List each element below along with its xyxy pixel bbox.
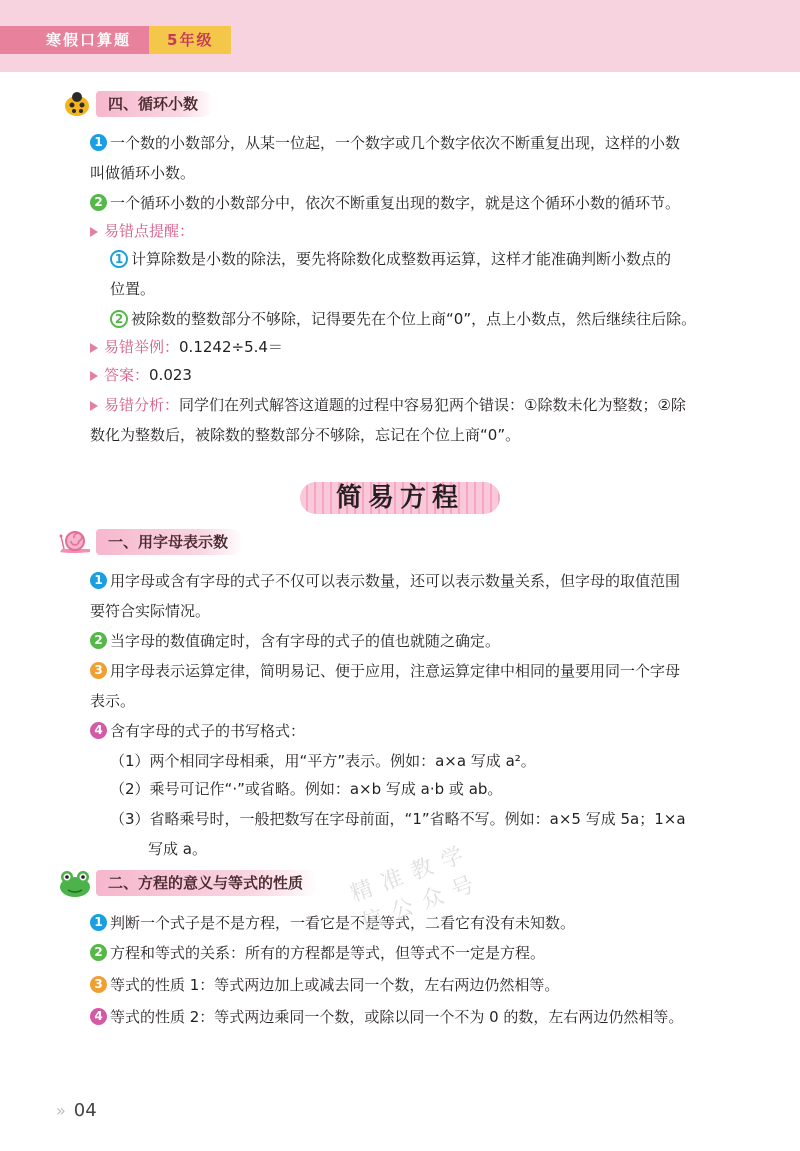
number-badge-2: 2 xyxy=(90,944,107,961)
s2-item-3: 3 用字母表示运算定律，简明易记、便于应用，注意运算定律中相同的量要用同一个字母 表示。 xyxy=(90,662,681,710)
number-badge-4: 4 xyxy=(90,722,107,739)
s3-item-4: 4 等式的性质 2：等式两边乘同一个数，或除以同一个不为 0 的数，左右两边仍然相等。 xyxy=(90,1002,780,1032)
s2-item-4: 4 含有字母的式子的书写格式： xyxy=(90,716,770,746)
tip-item-2: 2 被除数的整数部分不够除，记得要先在个位上商“0”，点上小数点，然后继续往后除。 xyxy=(110,304,770,334)
number-badge-4: 4 xyxy=(90,1008,107,1025)
number-badge-2: 2 xyxy=(110,310,128,328)
example-row: 易错举例：0.1242÷5.4＝ xyxy=(90,332,283,362)
rule-2: （2）乘号可记作“·”或省略。例如：a×b 写成 a·b 或 ab。 xyxy=(110,780,503,798)
double-chevron-icon: » xyxy=(56,1101,66,1120)
s3-item-1: 1 判断一个式子是不是方程，一看它是不是等式，二看它有没有未知数。 xyxy=(90,908,770,938)
bullet-icon xyxy=(90,371,98,381)
section-title: 二、方程的意义与等式的性质 xyxy=(96,870,319,896)
book-title: 寒假口算题 xyxy=(0,26,149,54)
analysis-row: 易错分析：同学们在列式解答这道题的过程中容易犯两个错误：①除数未化为整数；②除 数化为整数后，被除数的整数部分不够除，忘记在个位上商“0”。 xyxy=(90,396,686,444)
page-number: 04 xyxy=(73,1100,97,1121)
tip-label-row: 易错点提醒： xyxy=(90,216,194,246)
section-title: 四、循环小数 xyxy=(96,91,214,117)
tip-item-1: 1 计算除数是小数的除法，要先将除数化成整数再运算，这样才能准确判断小数点的 位置。 xyxy=(110,250,672,298)
rule-1: （1）两个相同字母相乘，用“平方”表示。例如：a×a 写成 a²。 xyxy=(110,752,536,770)
section-title: 一、用字母表示数 xyxy=(96,529,244,555)
bullet-icon xyxy=(90,401,98,411)
answer-row: 答案：0.023 xyxy=(90,360,192,390)
s3-item-3: 3 等式的性质 1：等式两边加上或减去同一个数，左右两边仍然相等。 xyxy=(90,970,770,1000)
number-badge-1: 1 xyxy=(90,134,107,151)
chapter-title: 简易方程 xyxy=(335,483,464,513)
number-badge-2: 2 xyxy=(90,632,107,649)
grade-label: 5年级 xyxy=(149,26,231,54)
section-heading-recurring-decimal xyxy=(62,90,214,118)
watermark-stamp: 精准教学 信公众号 xyxy=(347,839,487,937)
page-footer xyxy=(56,1100,97,1121)
header-tab xyxy=(0,26,231,54)
snail-icon xyxy=(58,528,92,556)
number-badge-1: 1 xyxy=(90,914,107,931)
frog-icon xyxy=(58,868,92,898)
ladybug-icon xyxy=(62,90,92,118)
s2-item-2: 2 当字母的数值确定时，含有字母的式子的值也就随之确定。 xyxy=(90,626,770,656)
s1-item-1: 1 一个数的小数部分，从某一位起，一个数字或几个数字依次不断重复出现，这样的小数 叫做循环小数。 xyxy=(90,134,681,182)
section-heading-letters xyxy=(58,528,244,556)
s2-item-1: 1 用字母或含有字母的式子不仅可以表示数量，还可以表示数量关系，但字母的取值范围 要符合实际情况。 xyxy=(90,572,681,620)
number-badge-2: 2 xyxy=(90,194,107,211)
s1-item-2: 2 一个循环小数的小数部分中，依次不断重复出现的数字，就是这个循环小数的循环节。 xyxy=(90,188,770,218)
s3-item-2: 2 方程和等式的关系：所有的方程都是等式，但等式不一定是方程。 xyxy=(90,938,770,968)
bullet-icon xyxy=(90,343,98,353)
number-badge-3: 3 xyxy=(90,976,107,993)
number-badge-1: 1 xyxy=(90,572,107,589)
bullet-icon xyxy=(90,227,98,237)
rule-3: （3）省略乘号时，一般把数写在字母前面，“1”省略不写。例如：a×5 写成 5a；1×a 写成 a。 xyxy=(110,810,686,858)
number-badge-3: 3 xyxy=(90,662,107,679)
section-heading-equations xyxy=(58,868,319,898)
number-badge-1: 1 xyxy=(110,250,128,268)
chapter-title-banner xyxy=(300,476,500,520)
